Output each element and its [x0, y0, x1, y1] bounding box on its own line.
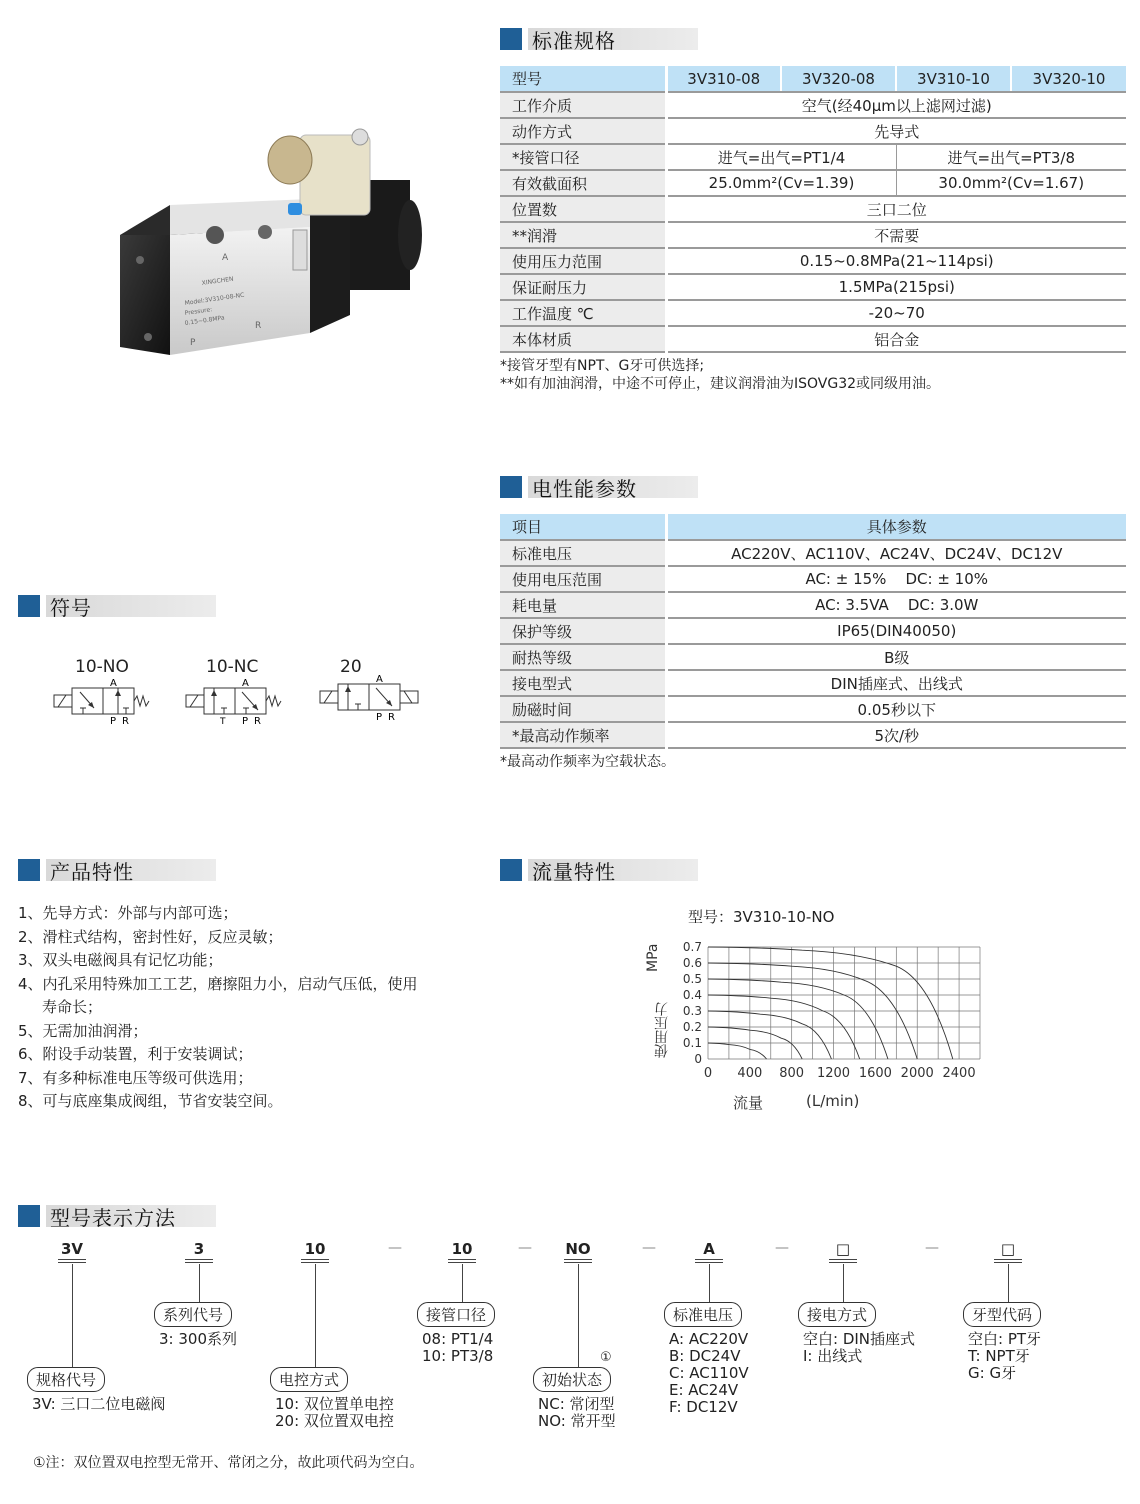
model-group-mark: ①: [600, 1350, 612, 1365]
x-tick-label: 400: [737, 1066, 763, 1081]
table-row: [500, 644, 1126, 670]
row-value: DIN插座式、出线式: [666, 670, 1126, 696]
row-value: 铝合金: [666, 326, 1126, 352]
series-line-0.5: [708, 979, 888, 1059]
model-desc-line: 08: PT1/4: [422, 1330, 494, 1348]
elec-table: [500, 514, 1126, 749]
model-desc-line: B: DC24V: [669, 1347, 741, 1365]
table-row: [500, 670, 1126, 696]
code-connector: [199, 1264, 200, 1302]
section-model: [18, 1203, 216, 1229]
row-label: 使用电压范围: [500, 566, 666, 592]
elec-header-value: 具体参数: [666, 514, 1126, 540]
product-port-p: P: [190, 338, 196, 348]
chart-title: 型号：3V310-10-NO: [688, 908, 835, 926]
symbol-label-10-nc: 10-NC: [206, 657, 259, 677]
section-features: [18, 857, 216, 883]
model-desc-line: 10: PT3/8: [422, 1347, 494, 1365]
row-value: 先导式: [666, 118, 1126, 144]
section-spec: [500, 26, 698, 52]
valve-symbol-10-no: [52, 678, 152, 728]
spec-note: **如有加油润滑，中途不可停止，建议润滑油为ISOVG32或同级用油。: [500, 376, 941, 392]
product-port-r: R: [255, 321, 262, 331]
model-desc-line: 空白: DIN插座式: [803, 1330, 916, 1348]
x-tick-label: 1200: [816, 1066, 851, 1081]
spec-header-model: 3V310-08: [666, 66, 781, 92]
y-tick-label: 0.6: [682, 956, 702, 970]
section-title: 产品特性: [46, 859, 216, 881]
section-title: 流量特性: [528, 859, 698, 881]
model-code-3: 10: [451, 1240, 473, 1258]
model-desc-line: 3V: 三口二位电磁阀: [32, 1395, 166, 1413]
table-row: [500, 566, 1126, 592]
code-underline: [301, 1259, 329, 1263]
model-desc-line: NO: 常开型: [538, 1412, 616, 1430]
list-item: 5、无需加油润滑；: [18, 1021, 148, 1040]
symbol-label-20: 20: [340, 657, 362, 677]
list-item: 8、可与底座集成阀组，节省安装空间。: [18, 1092, 283, 1110]
table-row: [500, 540, 1126, 566]
model-group-title: 电控方式: [270, 1367, 348, 1392]
model-group-title: 牙型代码: [963, 1302, 1041, 1327]
model-group-title: 标准电压: [664, 1302, 742, 1327]
section-marker: [18, 595, 40, 617]
row-label: 保证耐压力: [500, 274, 666, 300]
list-item: 4、内孔采用特殊加工工艺，磨擦阻力小，启动气压低，使用: [18, 974, 418, 993]
table-row: [500, 196, 1126, 222]
row-value-left: 进气=出气=PT1/4: [666, 144, 896, 170]
code-connector: [578, 1264, 579, 1367]
row-value: -20~70: [666, 300, 1126, 326]
model-desc-line: 3: 300系列: [159, 1330, 237, 1348]
valve-symbol-10-nc: [184, 678, 284, 728]
model-dash: —: [388, 1240, 402, 1256]
spec-header-model: 3V310-10: [896, 66, 1011, 92]
model-group-desc: [275, 1396, 394, 1430]
section-title: 标准规格: [528, 28, 698, 50]
row-label: 使用压力范围: [500, 248, 666, 274]
port-a: A: [110, 678, 117, 689]
row-value-right: 30.0mm²(Cv=1.67): [896, 170, 1126, 196]
section-title: 符号: [46, 595, 216, 617]
code-underline: [829, 1259, 857, 1263]
row-label: 标准电压: [500, 540, 666, 566]
model-group-desc: [422, 1331, 493, 1365]
product-range: 0.15~0.8MPa: [184, 314, 226, 327]
row-label: 接电型式: [500, 670, 666, 696]
y-tick-label: 0.7: [682, 940, 702, 954]
model-code-1: 3: [193, 1240, 205, 1258]
spec-table: [500, 66, 1126, 353]
section-symbol: [18, 593, 216, 619]
port-r: R: [122, 716, 129, 727]
model-desc-line: 10: 双位置单电控: [275, 1395, 394, 1413]
x-tick-label: 2000: [900, 1066, 934, 1081]
table-row: [500, 144, 1126, 170]
spec-header-label: 型号: [500, 66, 666, 92]
series-line-0.1: [708, 1043, 767, 1059]
code-underline: [185, 1259, 213, 1263]
model-group-desc: [32, 1396, 165, 1413]
row-label: 工作介质: [500, 92, 666, 118]
section-marker: [18, 1205, 40, 1227]
table-row: [500, 92, 1126, 118]
x-tick-label: 1600: [858, 1066, 892, 1081]
x-tick-label: 2400: [942, 1066, 976, 1081]
model-group-title: 初始状态: [533, 1367, 611, 1392]
model-code-5: A: [703, 1240, 715, 1258]
code-underline: [994, 1259, 1022, 1263]
row-value: AC: 3.5VA DC: 3.0W: [666, 592, 1126, 618]
model-group-desc: [159, 1331, 237, 1348]
table-row: [500, 696, 1126, 722]
model-desc-line: 空白: PT牙: [968, 1330, 1042, 1348]
table-row: [500, 274, 1126, 300]
section-title: 电性能参数: [528, 476, 698, 498]
code-connector: [462, 1264, 463, 1302]
row-value: 5次/秒: [666, 722, 1126, 748]
table-row: [500, 722, 1126, 748]
list-item: 3、双头电磁阀具有记忆功能；: [18, 951, 223, 969]
spec-header-row: [500, 66, 1126, 92]
y-tick-label: 0.3: [682, 1004, 702, 1018]
section-marker: [500, 476, 522, 498]
list-item: 寿命长；: [42, 998, 103, 1016]
list-item: 1、先导方式：外部与内部可选；: [18, 904, 238, 922]
section-marker: [18, 859, 40, 881]
model-dash: —: [775, 1240, 789, 1256]
row-value: AC: ± 15% DC: ± 10%: [666, 566, 1126, 592]
row-value: 三口二位: [666, 196, 1126, 222]
elec-header-row: [500, 514, 1126, 540]
y-tick-label: 0.4: [682, 988, 702, 1002]
model-group-desc: [538, 1396, 616, 1430]
product-port-a: A: [222, 253, 229, 263]
table-row: [500, 618, 1126, 644]
list-item: 7、有多种标准电压等级可供选用；: [18, 1068, 253, 1087]
model-dash: —: [518, 1240, 532, 1256]
table-row: [500, 222, 1126, 248]
code-connector: [72, 1264, 73, 1367]
feature-list: [18, 902, 458, 1114]
model-desc-line: T: NPT牙: [968, 1347, 1030, 1365]
spec-header-model: 3V320-10: [1011, 66, 1126, 92]
model-group-title: 接管口径: [417, 1302, 495, 1327]
symbol-label-10-no: 10-NO: [75, 657, 129, 677]
port-p: P: [376, 712, 383, 723]
model-desc-line: A: AC220V: [669, 1330, 749, 1348]
row-value: AC220V、AC110V、AC24V、DC24V、DC12V: [666, 540, 1126, 566]
row-value: B级: [666, 644, 1126, 670]
row-label: 保护等级: [500, 618, 666, 644]
spec-header-model: 3V320-08: [781, 66, 896, 92]
row-label: 本体材质: [500, 326, 666, 352]
row-value-left: 25.0mm²(Cv=1.39): [666, 170, 896, 196]
model-group-title: 规格代号: [27, 1367, 105, 1392]
spec-notes: [500, 357, 940, 393]
model-group-desc: [803, 1331, 915, 1365]
y-tick-label: 0: [694, 1052, 702, 1066]
port-t: T: [220, 717, 226, 727]
section-title: 型号表示方法: [46, 1205, 216, 1227]
model-desc-line: E: AC24V: [669, 1381, 739, 1399]
port-r: R: [388, 712, 395, 723]
port-p: P: [110, 716, 117, 727]
model-dash: —: [642, 1240, 656, 1256]
row-value-right: 进气=出气=PT3/8: [896, 144, 1126, 170]
code-connector: [315, 1264, 316, 1367]
section-electrical: [500, 474, 698, 500]
row-value: 不需要: [666, 222, 1126, 248]
code-underline: [695, 1259, 723, 1263]
product-pressure: Pressure:: [184, 306, 213, 317]
port-r: R: [254, 716, 261, 727]
y-tick-label: 0.5: [682, 972, 702, 986]
row-value: IP65(DIN40050): [666, 618, 1126, 644]
model-group-title: 接电方式: [798, 1302, 876, 1327]
row-label: 有效截面积: [500, 170, 666, 196]
product-model: Model:3V310-08-NC: [184, 291, 245, 307]
chart-x-unit: (L/min): [806, 1092, 860, 1110]
flow-chart: [670, 935, 1000, 1085]
code-underline: [564, 1259, 592, 1263]
code-connector: [709, 1264, 710, 1302]
list-item: 6、附设手动装置，利于安装调试；: [18, 1045, 253, 1063]
elec-header-label: 项目: [500, 514, 666, 540]
model-code-6: □: [835, 1240, 851, 1258]
x-tick-label: 800: [779, 1066, 805, 1081]
row-label: 励磁时间: [500, 696, 666, 722]
chart-y-label: 使用压力: [654, 1002, 670, 1058]
model-desc-line: I: 出线式: [803, 1347, 863, 1365]
table-row: [500, 118, 1126, 144]
y-tick-label: 0.1: [682, 1036, 702, 1050]
row-label: 动作方式: [500, 118, 666, 144]
model-desc-line: G: G牙: [968, 1364, 1017, 1382]
code-connector: [843, 1264, 844, 1302]
model-code-2: 10: [304, 1240, 326, 1258]
y-tick-label: 0.2: [682, 1020, 702, 1034]
valve-symbol-20: [318, 674, 424, 724]
section-marker: [500, 859, 522, 881]
x-tick-label: 0: [703, 1066, 713, 1081]
row-value: 0.05秒以下: [666, 696, 1126, 722]
spec-note: *接管牙型有NPT、G牙可供选择;: [500, 358, 705, 374]
row-label: 位置数: [500, 196, 666, 222]
model-group-title: 系列代号: [154, 1302, 232, 1327]
model-desc-line: C: AC110V: [669, 1364, 749, 1382]
table-row: [500, 170, 1126, 196]
model-code-7: □: [1000, 1240, 1016, 1258]
chart-y-unit: MPa: [645, 943, 661, 972]
port-a: A: [242, 678, 249, 689]
model-dash: —: [925, 1240, 939, 1256]
product-image: [110, 115, 430, 365]
row-label: 工作温度 ℃: [500, 300, 666, 326]
model-desc-line: F: DC12V: [669, 1398, 738, 1416]
row-label: *最高动作频率: [500, 722, 666, 748]
row-label: **润滑: [500, 222, 666, 248]
row-label: 耗电量: [500, 592, 666, 618]
table-row: [500, 326, 1126, 352]
list-item: 2、滑柱式结构，密封性好，反应灵敏；: [18, 927, 283, 946]
chart-x-label: 流量: [733, 1094, 764, 1112]
code-underline: [448, 1259, 476, 1263]
model-group-desc: [669, 1331, 749, 1416]
section-flow: [500, 857, 698, 883]
code-connector: [1008, 1264, 1009, 1302]
table-row: [500, 300, 1126, 326]
model-group-desc: [968, 1331, 1041, 1382]
table-row: [500, 592, 1126, 618]
code-underline: [58, 1259, 86, 1263]
elec-note: *最高动作频率为空载状态。: [500, 754, 675, 770]
model-footnote: ①注：双位置双电控型无常开、常闭之分，故此项代码为空白。: [33, 1455, 424, 1471]
row-value: 0.15~0.8MPa(21~114psi): [666, 248, 1126, 274]
model-desc-line: 20: 双位置双电控: [275, 1412, 394, 1430]
row-value: 空气(经40μm以上滤网过滤): [666, 92, 1126, 118]
row-label: *接管口径: [500, 144, 666, 170]
row-label: 耐热等级: [500, 644, 666, 670]
port-p: P: [242, 716, 249, 727]
model-code-0: 3V: [60, 1240, 84, 1258]
table-row: [500, 248, 1126, 274]
model-desc-line: NC: 常闭型: [538, 1395, 615, 1413]
model-code-4: NO: [565, 1240, 591, 1258]
section-marker: [500, 28, 522, 50]
row-value: 1.5MPa(215psi): [666, 274, 1126, 300]
product-logo: XINGCHEN: [201, 275, 234, 287]
port-a: A: [376, 674, 383, 685]
